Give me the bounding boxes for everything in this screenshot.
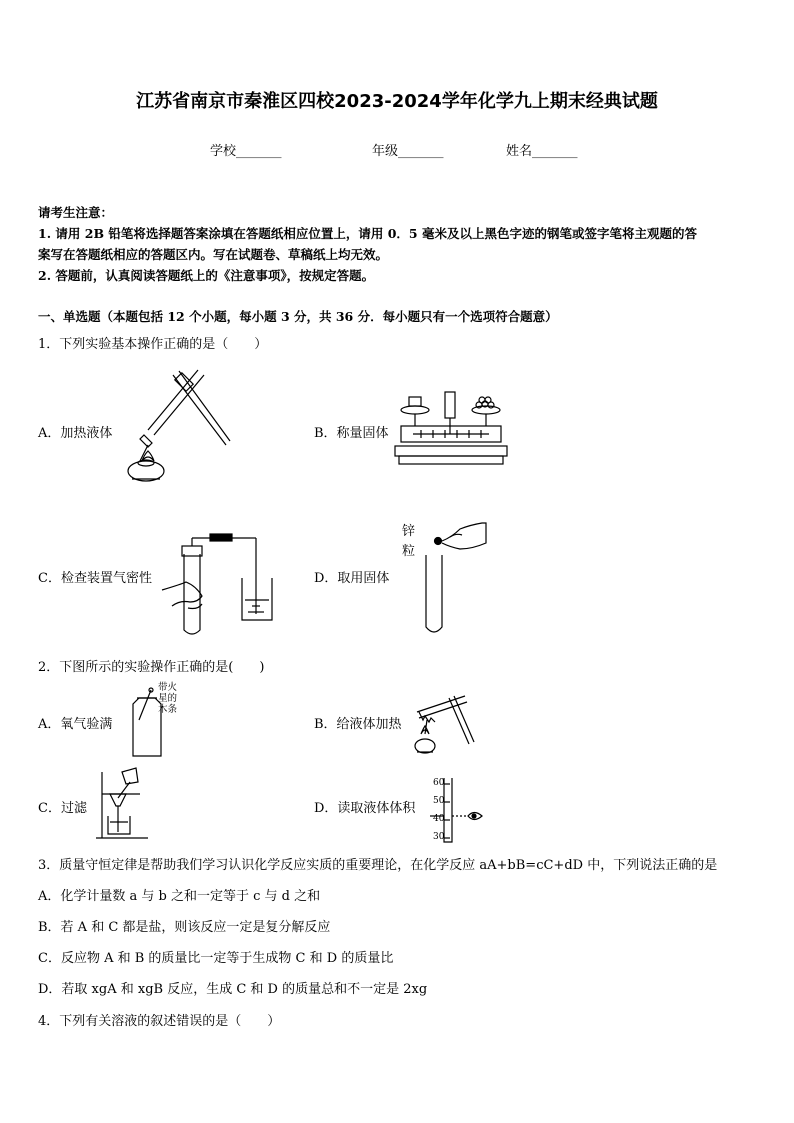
school-blank: _______ — [236, 144, 282, 159]
q1-option-b[interactable]: B．称量固体 — [314, 426, 389, 441]
airtightness-figure — [160, 530, 280, 640]
taking-solid-figure — [420, 515, 490, 640]
stick-label-line-3: 木条 — [158, 704, 178, 715]
zinc-label-1: 锌 — [402, 524, 416, 539]
filtration-figure — [92, 766, 152, 844]
cylinder-tick-30: 30 — [433, 832, 445, 842]
q3-option-c[interactable]: C．反应物 A 和 B 的质量比一定等于生成物 C 和 D 的质量比 — [38, 951, 394, 966]
cylinder-tick-60: 60 — [433, 778, 445, 788]
stick-label-line-2: 星的 — [158, 693, 178, 704]
q2-option-d[interactable]: D．读取液体体积 — [314, 801, 416, 816]
heating-liquid-figure — [118, 365, 228, 490]
name-label: 姓名 — [506, 144, 533, 159]
q4-stem: 4．下列有关溶液的叙述错误的是（ ） — [38, 1014, 281, 1029]
q1-stem: 1．下列实验基本操作正确的是（ ） — [38, 337, 268, 352]
notice-heading: 请考生注意： — [38, 205, 114, 220]
q3-option-d[interactable]: D．若取 xgA 和 xgB 反应，生成 C 和 D 的质量总和不一定是 2xg — [38, 982, 428, 997]
school-field[interactable] — [210, 140, 282, 159]
name-field[interactable] — [506, 140, 578, 159]
q1-option-d[interactable]: D．取用固体 — [314, 571, 390, 586]
q1-option-a[interactable]: A．加热液体 — [38, 426, 113, 441]
q3-option-b[interactable]: B．若 A 和 C 都是盐，则该反应一定是复分解反应 — [38, 920, 331, 935]
grade-label: 年级 — [372, 144, 399, 159]
q2-option-a[interactable]: A．氧气验满 — [38, 717, 113, 732]
stick-label — [158, 682, 177, 715]
section-1-heading: 一、单选题（本题包括 12 个小题，每小题 3 分，共 36 分．每小题只有一个选项符合题意） — [38, 309, 558, 324]
q2-option-b[interactable]: B．给液体加热 — [314, 717, 402, 732]
stick-label-line-1: 带火 — [158, 682, 178, 693]
zinc-label-2: 粒 — [402, 544, 416, 559]
cylinder-tick-40: 40 — [433, 814, 445, 824]
q2-option-c[interactable]: C．过滤 — [38, 801, 87, 816]
page-title: 江苏省南京市秦淮区四校2023-2024学年化学九上期末经典试题 — [136, 91, 658, 112]
q2-stem: 2．下图所示的实验操作正确的是( ) — [38, 660, 265, 675]
cylinder-tick-50: 50 — [433, 796, 445, 806]
school-label: 学校 — [210, 144, 237, 159]
balance-figure — [393, 388, 508, 470]
q3-option-a[interactable]: A．化学计量数 a 与 b 之和一定等于 c 与 d 之和 — [38, 889, 321, 904]
grade-field[interactable] — [372, 140, 444, 159]
q3-stem: 3．质量守恒定律是帮助我们学习认识化学反应实质的重要理论，在化学反应 aA+bB=cC+dD 中，下列说法正确的是 — [38, 858, 718, 873]
notice-item-2: 2. 答题前，认真阅读答题纸上的《注意事项》，按规定答题。 — [38, 268, 375, 283]
q1-option-c[interactable]: C．检查装置气密性 — [38, 571, 152, 586]
grade-blank: _______ — [398, 144, 444, 159]
notice-item-1-line-2: 案写在答题纸相应的答题区内。写在试题卷、草稿纸上均无效。 — [38, 247, 389, 262]
notice-item-1-line-1: 1. 请用 2B 铅笔将选择题答案涂填在答题纸相应位置上，请用 0．5 毫米及以上黑色字迹的钢笔或签字笔将主观题的答 — [38, 226, 697, 241]
tube-heating-figure — [405, 690, 475, 760]
name-blank: _______ — [532, 144, 578, 159]
